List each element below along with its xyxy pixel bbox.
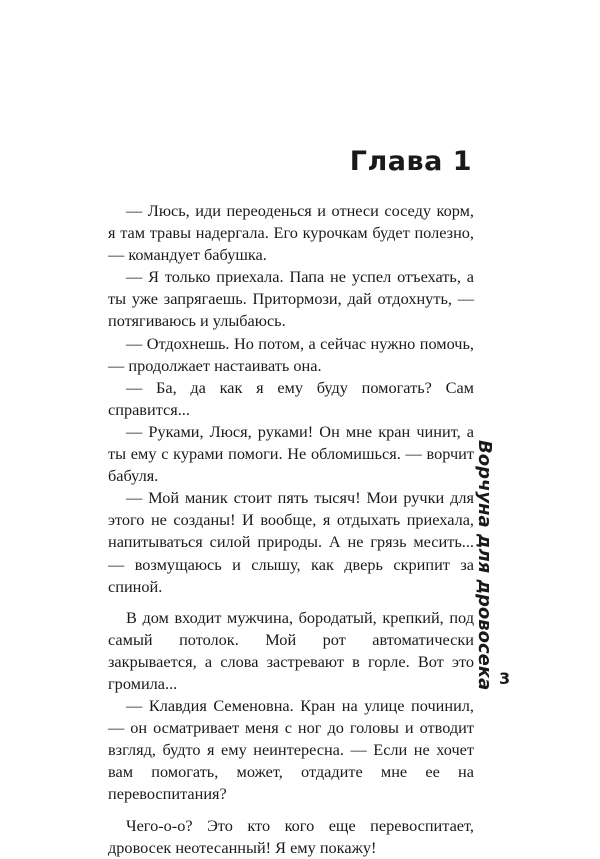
paragraph: — Отдохнешь. Но потом, а сейчас нужно помочь, — продолжает настаивать она. bbox=[108, 333, 474, 375]
paragraph: — Я только приехала. Папа не успел отъехать, а ты уже запрягаешь. Притормози, дай отдохнуть, — потягиваюсь и улыбаюсь. bbox=[108, 267, 474, 331]
body-text bbox=[108, 200, 474, 859]
paragraph: — Клавдия Семеновна. Кран на улице починил, — он осматривает меня с ног до головы и отводит взгляд, будто я ему неинтересна. — Если не хочет вам помогать, может, отдадите мне ее на перевоспитания? bbox=[108, 696, 474, 804]
paragraph: Чего-о-о? Это кто кого еще перевоспитает, дровосек неотесанный! Я ему покажу! bbox=[108, 815, 474, 857]
paragraph: — Люсь, иди переоденься и отнеси соседу корм, я там травы надергала. Его курочкам будет полезно, — командует бабушка. bbox=[108, 201, 474, 265]
paragraph: В дом входит мужчина, бородатый, крепкий, под самый потолок. Мой рот автоматически закрывается, а слова застревают в горле. Вот это громила... bbox=[108, 607, 474, 693]
paragraph: — Мой маник стоит пять тысяч! Мои ручки для этого не созданы! И вообще, я отдыхать приехала, напитываться силой природы. А не грязь месить... — возмущаюсь и слышу, как дверь скрипит за спиной. bbox=[108, 488, 474, 596]
page-number: 3 bbox=[499, 669, 511, 688]
paragraph: — Руками, Люся, руками! Он мне кран чинит, а ты ему с курами помоги. Не обломишься. — ворчит бабуля. bbox=[108, 421, 474, 486]
chapter-title: Глава 1 bbox=[349, 146, 472, 177]
running-head-book-title: Ворчуна для дровосека bbox=[474, 440, 495, 691]
paragraph: — Ба, да как я ему буду помогать? Сам справится... bbox=[108, 377, 474, 419]
